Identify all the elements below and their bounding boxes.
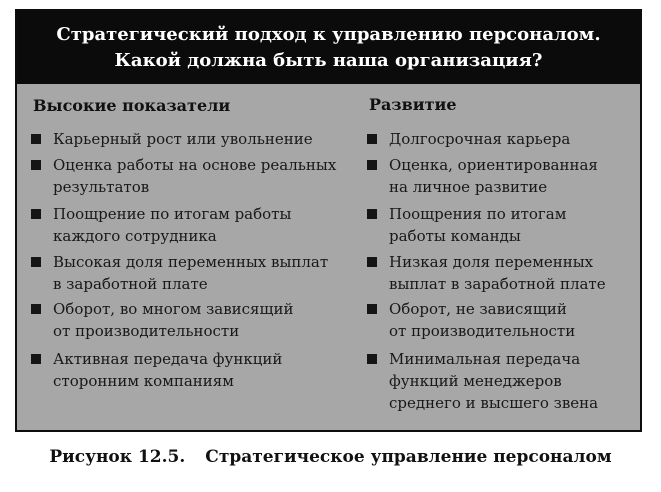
figure-caption-label: Рисунок 12.5. xyxy=(49,447,186,467)
list-item-text: Активная передача функций сторонним компаниям xyxy=(53,350,283,390)
bullet-square-icon xyxy=(31,354,41,364)
header-title-line-1: Стратегический подход к управлению персоналом. xyxy=(56,24,601,45)
list-item-text: Оборот, не зависящий от производительности xyxy=(389,300,576,340)
column-heading-high-performance: Высокие показатели xyxy=(33,96,231,115)
list-item-text: Оценка, ориентированная на личное развитие xyxy=(389,156,598,196)
list-item-text: Поощрения по итогам работы команды xyxy=(389,205,567,245)
bullet-square-icon xyxy=(31,160,41,170)
bullet-square-icon xyxy=(367,134,377,144)
list-item-text: Поощрение по итогам работы каждого сотрудника xyxy=(53,205,292,245)
list-item-text: Низкая доля переменных выплат в заработной плате xyxy=(389,253,606,293)
list-item-text: Оценка работы на основе реальных результатов xyxy=(53,156,337,196)
column-heading-development: Развитие xyxy=(369,95,457,114)
list-item-text: Минимальная передача функций менеджеров среднего и высшего звена xyxy=(389,350,599,412)
bullet-square-icon xyxy=(367,209,377,219)
column-development xyxy=(365,94,630,412)
figure-panel xyxy=(15,9,642,432)
column-high-performance xyxy=(29,94,349,390)
figure-caption-title: Стратегическое управление персоналом xyxy=(205,447,612,467)
bullet-square-icon xyxy=(31,209,41,219)
bullet-square-icon xyxy=(367,304,377,314)
list-item-text: Долгосрочная карьера xyxy=(389,130,571,148)
bullet-square-icon xyxy=(367,354,377,364)
bullet-square-icon xyxy=(31,134,41,144)
bullet-square-icon xyxy=(31,304,41,314)
bullet-square-icon xyxy=(367,257,377,267)
figure-caption xyxy=(0,446,661,468)
figure-header xyxy=(17,11,640,84)
bullet-square-icon xyxy=(31,257,41,267)
list-item-text: Оборот, во многом зависящий от производительности xyxy=(53,300,294,340)
list-item-text: Высокая доля переменных выплат в заработной плате xyxy=(53,253,329,293)
header-title-line-2: Какой должна быть наша организация? xyxy=(114,50,543,71)
list-item-text: Карьерный рост или увольнение xyxy=(53,130,313,148)
bullet-square-icon xyxy=(367,160,377,170)
